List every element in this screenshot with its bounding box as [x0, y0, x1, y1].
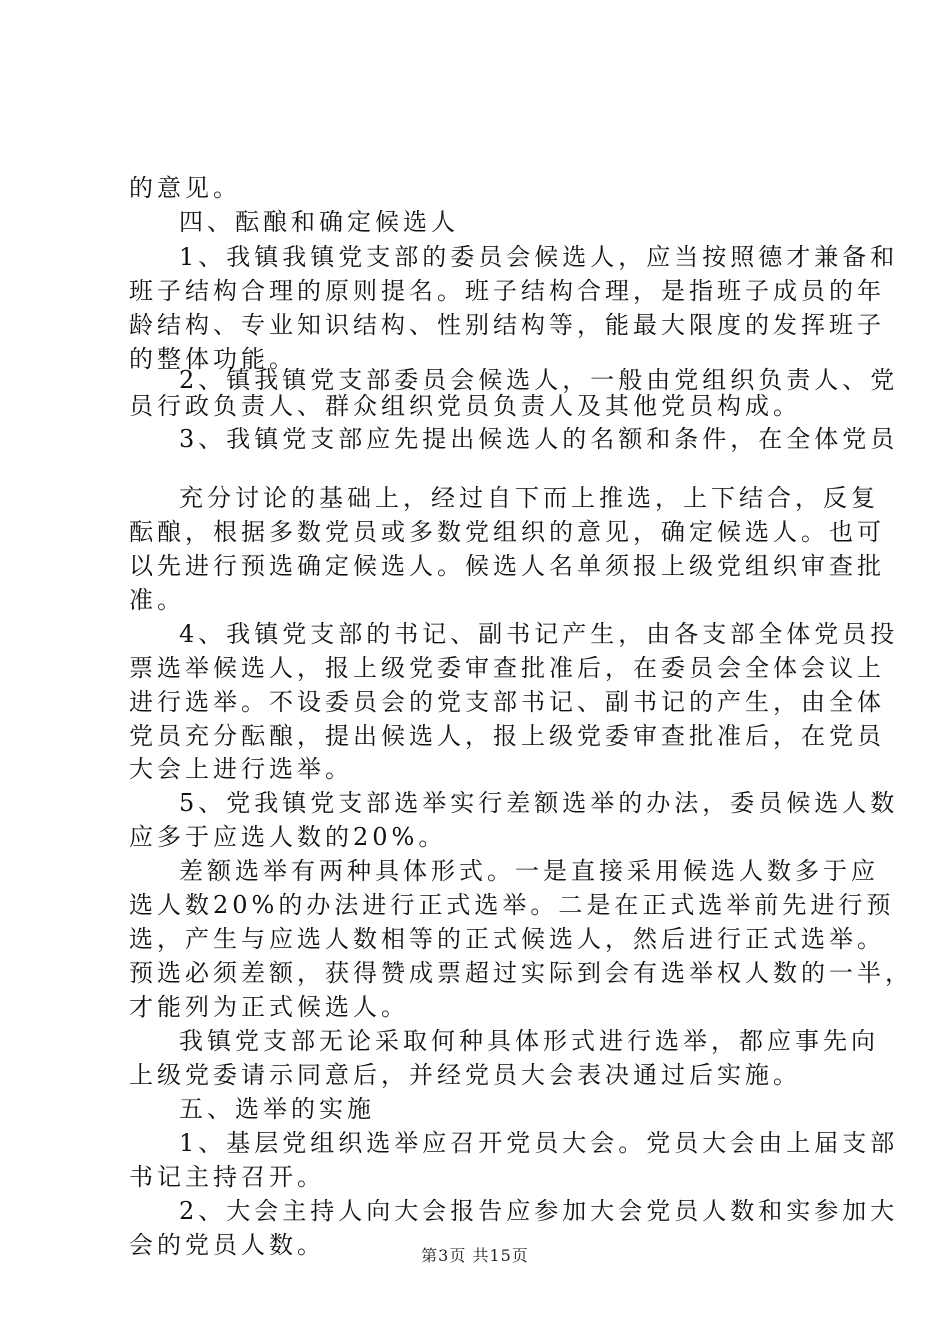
text-line: 4、我镇党支部的书记、副书记产生，由各支部全体党员投: [179, 620, 899, 648]
page-number: 第3页 共15页: [421, 1246, 529, 1265]
text-line: 龄结构、专业知识结构、性别结构等，能最大限度的发挥班子: [129, 311, 885, 339]
text-line: 酝酿，根据多数党员或多数党组织的意见，确定候选人。也可: [129, 518, 885, 546]
text-line: 进行选举。不设委员会的党支部书记、副书记的产生，由全体: [129, 688, 885, 716]
section-heading: 五、选举的实施: [179, 1095, 375, 1123]
text-line: 充分讨论的基础上，经过自下而上推选，上下结合，反复: [179, 484, 879, 512]
text-line: 书记主持召开。: [129, 1163, 325, 1191]
text-line: 会的党员人数。: [129, 1231, 325, 1259]
text-line: 的意见。: [129, 174, 241, 202]
text-line: 上级党委请示同意后，并经党员大会表决通过后实施。: [129, 1061, 801, 1089]
text-line: 选人数20%的办法进行正式选举。二是在正式选举前先进行预: [129, 891, 895, 919]
text-line: 以先进行预选确定候选人。候选人名单须报上级党组织审查批: [129, 552, 885, 580]
text-line: 准。: [129, 586, 185, 614]
text-line: 选，产生与应选人数相等的正式候选人，然后进行正式选举。: [129, 925, 885, 953]
text-line: 票选举候选人，报上级党委审查批准后，在委员会全体会议上: [129, 654, 885, 682]
text-line: 党员充分酝酿，提出候选人，报上级党委审查批准后，在党员: [129, 722, 885, 750]
text-line: 2、镇我镇党支部委员会候选人，一般由党组织负责人、党: [179, 366, 899, 394]
text-line: 大会上进行选举。: [129, 755, 353, 783]
text-line: 1、我镇我镇党支部的委员会候选人，应当按照德才兼备和: [179, 243, 899, 271]
section-heading: 四、酝酿和确定候选人: [179, 208, 459, 236]
text-line: 预选必须差额，获得赞成票超过实际到会有选举权人数的一半，: [129, 959, 913, 987]
text-line: 1、基层党组织选举应召开党员大会。党员大会由上届支部: [179, 1129, 899, 1157]
text-line: 我镇党支部无论采取何种具体形式进行选举，都应事先向: [179, 1027, 879, 1055]
text-line: 班子结构合理的原则提名。班子结构合理，是指班子成员的年: [129, 277, 885, 305]
text-line: 3、我镇党支部应先提出候选人的名额和条件，在全体党员: [179, 425, 899, 453]
text-line: 应多于应选人数的20%。: [129, 823, 447, 851]
text-line: 才能列为正式候选人。: [129, 993, 409, 1021]
text-line: 员行政负责人、群众组织党员负责人及其他党员构成。: [129, 392, 801, 420]
text-line: 2、大会主持人向大会报告应参加大会党员人数和实参加大: [179, 1197, 899, 1225]
text-line: 5、党我镇党支部选举实行差额选举的办法，委员候选人数: [179, 789, 899, 817]
text-line: 的整体功能。: [129, 345, 297, 373]
text-line: 差额选举有两种具体形式。一是直接采用候选人数多于应: [179, 857, 879, 885]
